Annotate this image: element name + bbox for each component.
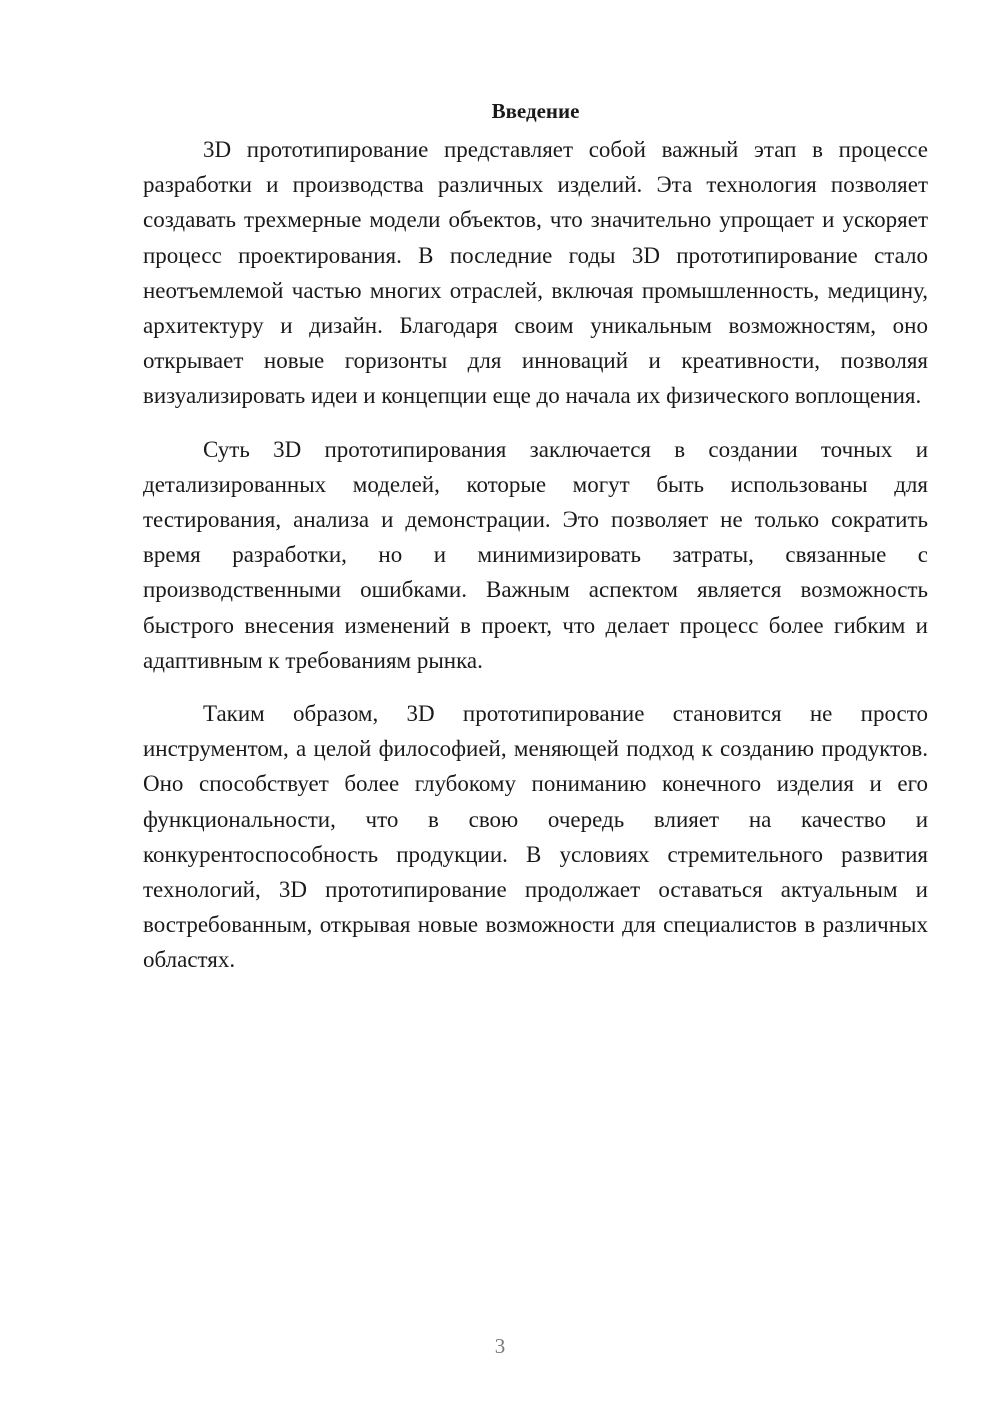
paragraph-2: Суть 3D прототипирования заключается в создании точных и детализированных моделей, которые могут быть использованы для тестирования, анализа и демонстрации. Это позволяет не только сократить время разработки, но и минимизировать затраты, связанные с производственными ошибками. Важным аспектом является возможность быстрого внесения изменений в проект, что делает процесс более гибким и адаптивным к требованиям рынка.	[143, 436, 928, 673]
section-title: Введение	[491, 99, 580, 123]
paragraph-1: 3D прототипирование представляет собой важный этап в процессе разработки и производства различных изделий. Эта технология позволяет создавать трехмерные модели объектов, что значительно упрощает и ускоряет процесс проектирования. В последние годы 3D прототипирование стало неотъемлемой частью многих отраслей, включая промышленность, медицину, архитектуру и дизайн. Благодаря своим уникальным возможностям, оно открывает новые горизонты для инноваций и креативности, позволяя визуализировать идеи и концепции еще до начала их физического воплощения.	[143, 137, 928, 409]
page-number: 3	[494, 1334, 506, 1358]
page-content	[143, 96, 928, 996]
paragraph-3: Таким образом, 3D прототипирование становится не просто инструментом, а целой философией, меняющей подход к созданию продуктов. Оно способствует более глубокому пониманию конечного изделия и его функциональности, что в свою очередь влияет на качество и конкурентоспособность продукции. В условиях стремительного развития технологий, 3D прототипирование продолжает оставаться актуальным и востребованным, открывая новые возможности для специалистов в различных областях.	[143, 701, 928, 973]
